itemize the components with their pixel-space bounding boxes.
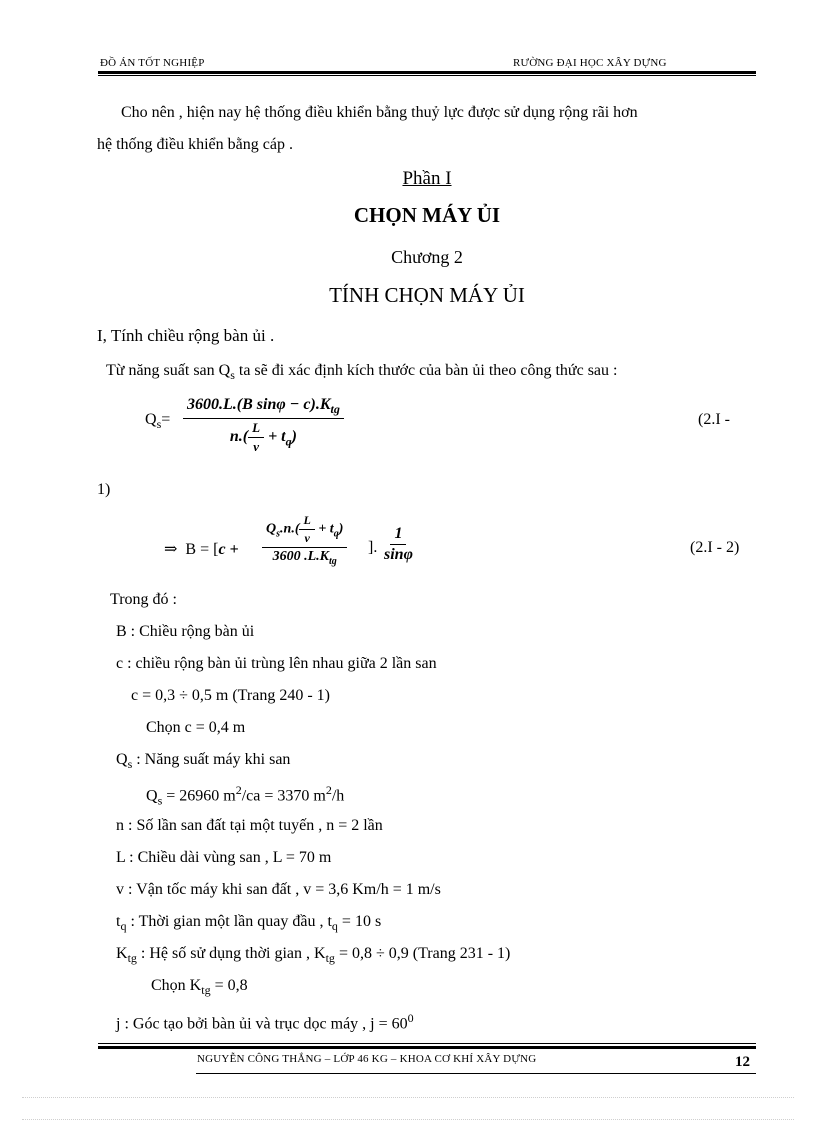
where-label: Trong đó : (110, 591, 177, 608)
formula-2-fraction (262, 513, 347, 567)
formula-2-sin-fraction: $\frac{1}{\sin\varphi}$ (384, 525, 413, 563)
section-intro: Từ năng suất san $Q_s$ ta sẽ đi xác định kích thước của bàn ủi theo công thức sau : (106, 362, 618, 383)
header-rule-thin (98, 75, 756, 76)
formula-1-lhs: $Q_s=$ (145, 411, 171, 432)
footer-rule-thin (98, 1043, 756, 1044)
formula-1-denominator: n.( $\frac{L}{v}$ + $t_q$) (229, 420, 297, 455)
def-n: n : Số lần san đất tại một tuyến , n = 2 lần (116, 817, 383, 834)
def-c: c : chiều rộng bàn ủi trùng lên nhau giữa 2 lần san (116, 655, 437, 672)
chapter-label: Chương 2 (391, 247, 463, 267)
intro-line-1: Cho nên , hiện nay hệ thống điều khiển bằng thuỷ lực được sử dụng rộng rãi hơn (121, 104, 638, 121)
def-B: B : Chiều rộng bàn ủi (116, 623, 255, 640)
part-label: Phần I (402, 168, 452, 189)
formula-2-close: ]. (368, 539, 378, 556)
formula-1-label-a: (2.I - (698, 411, 730, 428)
def-Qs: $Q_s$ : Năng suất máy khi san (116, 751, 291, 772)
formula-2-label: (2.I - 2) (690, 539, 740, 556)
def-L: L : Chiều dài vùng san , L = 70 m (116, 849, 332, 866)
header-rule-thick (98, 71, 756, 74)
def-Ktg: $K_{tg}$ : Hệ số sử dụng thời gian , $K_{tg} = 0,8 \div 0,9$ (Trang 231 - 1) (116, 945, 511, 966)
def-c-range: c = 0,3 ÷ 0,5 m (Trang 240 - 1) (131, 687, 330, 704)
header-left: ĐỒ ÁN TỐT NGHIỆP (100, 57, 205, 69)
def-tq: $t_q$ : Thời gian một lần quay đầu , $t_q = 10$ s (116, 913, 382, 934)
def-v: v : Vận tốc máy khi san đất , v = 3,6 Km/h = 1 m/s (116, 881, 441, 898)
formula-1-fraction (183, 396, 344, 455)
def-c-choose: Chọn c = 0,4 m (146, 719, 246, 736)
formula-2-lhs: ⇒ B = [c + (164, 541, 239, 558)
page-edge-dotted (22, 1097, 794, 1098)
def-Qs-value: $Q_s = 26960$ $m^2/ca = 3370$ $m^2/h$ (146, 783, 345, 808)
section-title: I, Tính chiều rộng bàn ủi . (97, 326, 275, 345)
formula-2-denominator: 3600 $.L.K_{tg}$ (272, 549, 337, 567)
page-edge-dotted-bottom (22, 1119, 794, 1120)
footer-text: NGUYỄN CÔNG THẮNG – LỚP 46 KG – KHOA CƠ KHÍ XÂY DỰNG (197, 1053, 537, 1065)
footer-rule-thick (98, 1046, 756, 1049)
def-Ktg-choose: Chọn $K_{tg} = 0,8$ (151, 977, 248, 998)
formula-1-numerator: 3600.L.(B $\sin\varphi - c).K_{tg}$ (183, 396, 344, 419)
intro-line-2: hệ thống điều khiển bằng cáp . (97, 136, 293, 153)
formula-1-label-b: 1) (97, 481, 111, 498)
footer-bottom-rule (196, 1073, 756, 1074)
chapter-title: TÍNH CHỌN MÁY ỦI (329, 283, 525, 307)
page-number: 12 (735, 1054, 750, 1070)
formula-2-numerator: $Q_s.n$.( $\frac{L}{v}$ + $t_q$) (262, 513, 347, 548)
def-j: j : Góc tạo bởi bàn ủi và trục dọc máy , $j = 60^0$ (116, 1011, 414, 1033)
part-title: CHỌN MÁY ỦI (353, 203, 501, 227)
header-right: RƯỜNG ĐẠI HỌC XÂY DỰNG (513, 57, 667, 69)
